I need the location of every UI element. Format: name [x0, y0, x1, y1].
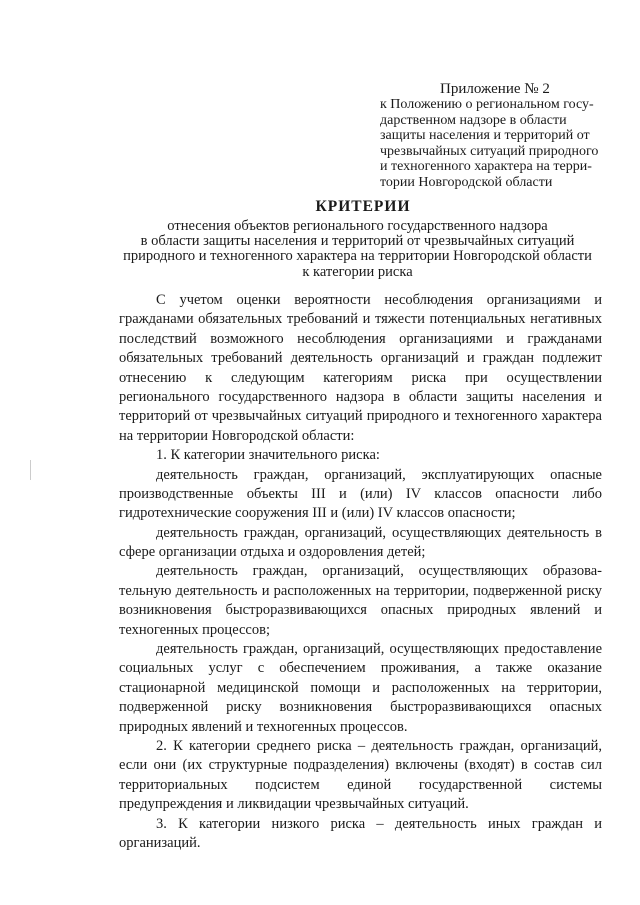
- body-line: обязательных требований деятельность организаций и граждан подлежит: [119, 350, 602, 367]
- body-line: гидротехнические сооружения III и (или) IV классов опасности;: [119, 505, 516, 522]
- document-subtitle: [100, 219, 615, 280]
- body-line: территорий от чрезвычайных ситуаций природного и техногенного характера: [119, 408, 602, 425]
- subtitle-line: к категории риска: [302, 263, 413, 280]
- body-line: 1. К категории значительного риска:: [156, 447, 380, 464]
- appendix-line: и техногенного характера на терри-: [380, 159, 592, 175]
- appendix-line: чрезвычайных ситуаций природного: [380, 143, 599, 159]
- body-line: стационарной медицинской помощи и расположенных на территории,: [119, 679, 602, 696]
- body-line: если они (их структурные подразделения) включены (входят) в состав сил: [119, 757, 602, 774]
- body-line: регионального государственного надзора в области защиты населения и: [119, 388, 602, 405]
- appendix-line: тории Новгородской области: [380, 174, 553, 190]
- document-title: КРИТЕРИИ: [315, 198, 411, 215]
- body-line: последствий возможного несоблюдения организациями и гражданами: [119, 330, 602, 347]
- body-line: отнесению к следующим категориям риска при осуществлении: [119, 369, 602, 386]
- subtitle-line: отнесения объектов регионального государственного надзора: [167, 218, 548, 234]
- body-line: природных явлений и техногенных процессов.: [119, 718, 408, 735]
- body-line: деятельность граждан, организаций, осуществляющих образова-: [156, 563, 602, 580]
- margin-mark: [30, 460, 31, 480]
- body-line: предупреждения и ликвидации чрезвычайных ситуаций.: [119, 796, 469, 813]
- body-line: деятельность граждан, организаций, осуществляющих предоставление: [156, 641, 602, 658]
- body-line: производственные объекты III и (или) IV классов опасности либо: [119, 485, 602, 502]
- body-line: сфере организации отдыха и оздоровления детей;: [119, 544, 426, 561]
- body-line: 2. К категории среднего риска – деятельность граждан, организаций,: [156, 737, 602, 754]
- body-line: организаций.: [119, 834, 201, 851]
- body-line: 3. К категории низкого риска – деятельность иных граждан и: [156, 815, 602, 832]
- appendix-line: дарственном надзоре в области: [380, 112, 567, 128]
- appendix-title: Приложение № 2: [440, 81, 550, 97]
- body-line: С учетом оценки вероятности несоблюдения организациями и: [156, 292, 602, 308]
- subtitle-line: природного и техногенного характера на территории Новгородской области: [123, 248, 592, 265]
- body-line: тельную деятельность и расположенных на территории, подверженной риску: [119, 582, 602, 599]
- body-line: подверженной риску возникновения быстроразвивающихся опасных: [119, 699, 602, 716]
- body-line: социальных услуг с обеспечением проживания, а также оказание: [119, 660, 602, 677]
- document-body: [119, 291, 602, 853]
- body-line: возникновения быстроразвивающихся опасных природных явлений и: [119, 602, 602, 619]
- appendix-line: защиты населения и территорий от: [380, 128, 590, 144]
- body-line: техногенных процессов;: [119, 621, 270, 638]
- body-line: гражданами обязательных требований и тяжести потенциальных негативных: [119, 311, 602, 328]
- body-line: территориальных подсистем единой государственной системы: [119, 776, 602, 793]
- body-line: деятельность граждан, организаций, эксплуатирующих опасные: [156, 466, 602, 483]
- appendix-reference: [380, 97, 615, 191]
- subtitle-line: в области защиты населения и территорий от чрезвычайных ситуаций: [140, 233, 575, 250]
- body-line: деятельность граждан, организаций, осуществляющих деятельность в: [156, 524, 602, 541]
- body-line: на территории Новгородской области:: [119, 427, 355, 444]
- appendix-line: к Положению о региональном госу-: [380, 97, 594, 112]
